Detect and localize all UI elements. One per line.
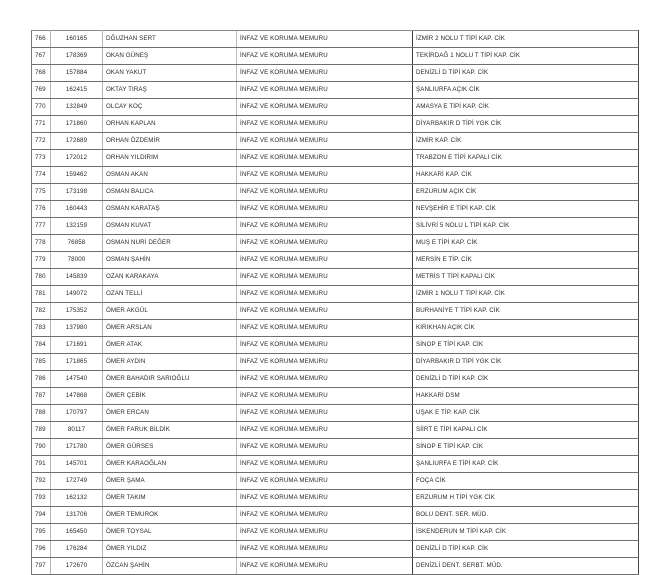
assigned-unit-cell: TEKİRDAĞ 1 NOLU T TİPİ KAP. CİK — [413, 48, 639, 65]
table-row — [32, 422, 639, 439]
job-title-cell: İNFAZ VE KORUMA MEMURU — [237, 99, 413, 116]
table-row — [32, 48, 639, 65]
row-number-cell: 792 — [32, 473, 51, 490]
row-number-cell: 787 — [32, 388, 51, 405]
full-name-cell: ÖMER FARUK BİLDİK — [103, 422, 237, 439]
table-row — [32, 252, 639, 269]
full-name-cell: OLCAY KOÇ — [103, 99, 237, 116]
row-number-cell: 781 — [32, 286, 51, 303]
registry-id-cell: 132159 — [51, 218, 103, 235]
assigned-unit-cell: METRİS T TİPİ KAPALI CİK — [413, 269, 639, 286]
table-row — [32, 371, 639, 388]
job-title-cell: İNFAZ VE KORUMA MEMURU — [237, 456, 413, 473]
assigned-unit-cell: FOÇA CİK — [413, 473, 639, 490]
full-name-cell: OZAN TELLİ — [103, 286, 237, 303]
table-row — [32, 320, 639, 337]
registry-id-cell: 171691 — [51, 337, 103, 354]
registry-id-cell: 131706 — [51, 507, 103, 524]
full-name-cell: ÖMER KARAOĞLAN — [103, 456, 237, 473]
assigned-unit-cell: İZMİR 1 NOLU T TİPİ KAP. CİK — [413, 286, 639, 303]
registry-id-cell: 159462 — [51, 167, 103, 184]
row-number-cell: 797 — [32, 558, 51, 575]
row-number-cell: 784 — [32, 337, 51, 354]
full-name-cell: ÖMER TOYSAL — [103, 524, 237, 541]
assigned-unit-cell: MUŞ E TİPİ KAP. CİK — [413, 235, 639, 252]
full-name-cell: ÖMER ERCAN — [103, 405, 237, 422]
full-name-cell: ÖMER BAHADIR SARIOĞLU — [103, 371, 237, 388]
job-title-cell: İNFAZ VE KORUMA MEMURU — [237, 507, 413, 524]
registry-id-cell: 172012 — [51, 150, 103, 167]
full-name-cell: ÖMER TEMUROK — [103, 507, 237, 524]
assigned-unit-cell: HAKKARİ KAP. CİK — [413, 167, 639, 184]
assigned-unit-cell: SİLİVRİ 5 NOLU L TİPİ KAP. CİK — [413, 218, 639, 235]
registry-id-cell: 171860 — [51, 116, 103, 133]
assigned-unit-cell: DENİZLİ D TİPİ KAP. CİK — [413, 371, 639, 388]
job-title-cell: İNFAZ VE KORUMA MEMURU — [237, 388, 413, 405]
job-title-cell: İNFAZ VE KORUMA MEMURU — [237, 439, 413, 456]
row-number-cell: 785 — [32, 354, 51, 371]
registry-id-cell: 175352 — [51, 303, 103, 320]
job-title-cell: İNFAZ VE KORUMA MEMURU — [237, 218, 413, 235]
row-number-cell: 789 — [32, 422, 51, 439]
row-number-cell: 782 — [32, 303, 51, 320]
job-title-cell: İNFAZ VE KORUMA MEMURU — [237, 473, 413, 490]
registry-id-cell: 78000 — [51, 252, 103, 269]
registry-id-cell: 178369 — [51, 48, 103, 65]
assigned-unit-cell: MERSİN E TİP. CİK — [413, 252, 639, 269]
job-title-cell: İNFAZ VE KORUMA MEMURU — [237, 269, 413, 286]
job-title-cell: İNFAZ VE KORUMA MEMURU — [237, 48, 413, 65]
registry-id-cell: 162415 — [51, 82, 103, 99]
registry-id-cell: 162132 — [51, 490, 103, 507]
table-row — [32, 456, 639, 473]
table-row — [32, 201, 639, 218]
assigned-unit-cell: DİYARBAKIR D TİPİ YGK CİK — [413, 116, 639, 133]
full-name-cell: ÖMER ŞAMA — [103, 473, 237, 490]
assigned-unit-cell: NEVŞEHİR E TİPİ KAP. CİK — [413, 201, 639, 218]
row-number-cell: 774 — [32, 167, 51, 184]
registry-id-cell: 160443 — [51, 201, 103, 218]
registry-id-cell: 149072 — [51, 286, 103, 303]
job-title-cell: İNFAZ VE KORUMA MEMURU — [237, 150, 413, 167]
table-row — [32, 337, 639, 354]
job-title-cell: İNFAZ VE KORUMA MEMURU — [237, 116, 413, 133]
job-title-cell: İNFAZ VE KORUMA MEMURU — [237, 405, 413, 422]
job-title-cell: İNFAZ VE KORUMA MEMURU — [237, 337, 413, 354]
job-title-cell: İNFAZ VE KORUMA MEMURU — [237, 354, 413, 371]
assigned-unit-cell: DİYARBAKIR D TİPİ YGK CİK — [413, 354, 639, 371]
full-name-cell: OSMAN KUVAT — [103, 218, 237, 235]
registry-id-cell: 171865 — [51, 354, 103, 371]
assigned-unit-cell: DENİZLİ D TİPİ KAP. CİK — [413, 65, 639, 82]
table-row — [32, 218, 639, 235]
table-row — [32, 235, 639, 252]
assigned-unit-cell: İZMİR 2 NOLU T TİPİ KAP. CİK — [413, 31, 639, 48]
full-name-cell: ÖMER TAKIM — [103, 490, 237, 507]
table-row — [32, 473, 639, 490]
job-title-cell: İNFAZ VE KORUMA MEMURU — [237, 490, 413, 507]
registry-id-cell: 171780 — [51, 439, 103, 456]
job-title-cell: İNFAZ VE KORUMA MEMURU — [237, 133, 413, 150]
table-row — [32, 405, 639, 422]
row-number-cell: 778 — [32, 235, 51, 252]
full-name-cell: ÖMER ÇEBİK — [103, 388, 237, 405]
assigned-unit-cell: UŞAK E TİP. KAP. CİK — [413, 405, 639, 422]
registry-id-cell: 172689 — [51, 133, 103, 150]
job-title-cell: İNFAZ VE KORUMA MEMURU — [237, 65, 413, 82]
full-name-cell: OZAN KARAKAYA — [103, 269, 237, 286]
assigned-unit-cell: AMASYA E TİPİ KAP. CİK — [413, 99, 639, 116]
table-row — [32, 439, 639, 456]
row-number-cell: 768 — [32, 65, 51, 82]
job-title-cell: İNFAZ VE KORUMA MEMURU — [237, 31, 413, 48]
full-name-cell: ÖMER GÜRSES — [103, 439, 237, 456]
full-name-cell: ÖMER AKGÜL — [103, 303, 237, 320]
assigned-unit-cell: ŞANLIURFA E TİPİ KAP. CİK — [413, 456, 639, 473]
job-title-cell: İNFAZ VE KORUMA MEMURU — [237, 167, 413, 184]
full-name-cell: OKAN YAKUT — [103, 65, 237, 82]
table-row — [32, 31, 639, 48]
assigned-unit-cell: SİİRT E TİPİ KAPALI CİK — [413, 422, 639, 439]
full-name-cell: OSMAN KARATAŞ — [103, 201, 237, 218]
row-number-cell: 775 — [32, 184, 51, 201]
job-title-cell: İNFAZ VE KORUMA MEMURU — [237, 201, 413, 218]
row-number-cell: 769 — [32, 82, 51, 99]
table-row — [32, 303, 639, 320]
row-number-cell: 772 — [32, 133, 51, 150]
table-row — [32, 269, 639, 286]
assigned-unit-cell: SİNOP E TİPİ KAP. CİK — [413, 439, 639, 456]
registry-id-cell: 165450 — [51, 524, 103, 541]
registry-id-cell: 147868 — [51, 388, 103, 405]
assigned-unit-cell: ŞANLIURFA AÇIK CİK — [413, 82, 639, 99]
registry-id-cell: 145701 — [51, 456, 103, 473]
assigned-unit-cell: ERZURUM AÇIK CİK — [413, 184, 639, 201]
job-title-cell: İNFAZ VE KORUMA MEMURU — [237, 371, 413, 388]
row-number-cell: 776 — [32, 201, 51, 218]
registry-id-cell: 173198 — [51, 184, 103, 201]
registry-id-cell: 160165 — [51, 31, 103, 48]
full-name-cell: ÖMER ARSLAN — [103, 320, 237, 337]
full-name-cell: OSMAN AKAN — [103, 167, 237, 184]
registry-id-cell: 170797 — [51, 405, 103, 422]
assigned-unit-cell: DENİZLİ D TİPİ KAP. CİK — [413, 541, 639, 558]
assigned-unit-cell: İSKENDERUN M TİPİ KAP. CİK — [413, 524, 639, 541]
full-name-cell: OSMAN BALICA — [103, 184, 237, 201]
full-name-cell: OKAN GÜNEŞ — [103, 48, 237, 65]
job-title-cell: İNFAZ VE KORUMA MEMURU — [237, 252, 413, 269]
assigned-unit-cell: BOLU DENT. SER. MÜD. — [413, 507, 639, 524]
assigned-unit-cell: HAKKARİ DSM — [413, 388, 639, 405]
table-row — [32, 82, 639, 99]
registry-id-cell: 76858 — [51, 235, 103, 252]
row-number-cell: 771 — [32, 116, 51, 133]
row-number-cell: 773 — [32, 150, 51, 167]
job-title-cell: İNFAZ VE KORUMA MEMURU — [237, 303, 413, 320]
registry-id-cell: 147540 — [51, 371, 103, 388]
full-name-cell: ORHAN KAPLAN — [103, 116, 237, 133]
job-title-cell: İNFAZ VE KORUMA MEMURU — [237, 422, 413, 439]
table-row — [32, 99, 639, 116]
row-number-cell: 786 — [32, 371, 51, 388]
assigned-unit-cell: İZMİR KAP. CİK — [413, 133, 639, 150]
registry-id-cell: 137980 — [51, 320, 103, 337]
full-name-cell: ORHAN ÖZDEMİR — [103, 133, 237, 150]
full-name-cell: OSMAN ŞAHİN — [103, 252, 237, 269]
job-title-cell: İNFAZ VE KORUMA MEMURU — [237, 524, 413, 541]
row-number-cell: 790 — [32, 439, 51, 456]
row-number-cell: 793 — [32, 490, 51, 507]
registry-id-cell: 172749 — [51, 473, 103, 490]
job-title-cell: İNFAZ VE KORUMA MEMURU — [237, 320, 413, 337]
table-row — [32, 524, 639, 541]
full-name-cell: ÖMER ATAK — [103, 337, 237, 354]
personnel-table-body — [32, 31, 639, 575]
table-row — [32, 507, 639, 524]
table-row — [32, 354, 639, 371]
assigned-unit-cell: TRABZON E TİPİ KAPALI CİK — [413, 150, 639, 167]
job-title-cell: İNFAZ VE KORUMA MEMURU — [237, 558, 413, 575]
registry-id-cell: 176284 — [51, 541, 103, 558]
full-name-cell: ORHAN YILDIRIM — [103, 150, 237, 167]
table-row — [32, 150, 639, 167]
full-name-cell: OKTAY TIRAŞ — [103, 82, 237, 99]
assigned-unit-cell: ERZURUM H TİPİ YGK CİK — [413, 490, 639, 507]
registry-id-cell: 80117 — [51, 422, 103, 439]
row-number-cell: 770 — [32, 99, 51, 116]
row-number-cell: 796 — [32, 541, 51, 558]
table-row — [32, 286, 639, 303]
full-name-cell: ÖZCAN ŞAHİN — [103, 558, 237, 575]
row-number-cell: 780 — [32, 269, 51, 286]
assigned-unit-cell: KIRIKHAN AÇIK CİK — [413, 320, 639, 337]
row-number-cell: 783 — [32, 320, 51, 337]
full-name-cell: DĞUZHAN SERT — [103, 31, 237, 48]
assigned-unit-cell: BURHANİYE T TİPİ KAP. CİK — [413, 303, 639, 320]
table-row — [32, 490, 639, 507]
personnel-table — [31, 30, 639, 575]
table-row — [32, 541, 639, 558]
table-row — [32, 116, 639, 133]
job-title-cell: İNFAZ VE KORUMA MEMURU — [237, 82, 413, 99]
registry-id-cell: 157884 — [51, 65, 103, 82]
full-name-cell: OSMAN NURİ DEĞER — [103, 235, 237, 252]
row-number-cell: 777 — [32, 218, 51, 235]
registry-id-cell: 132849 — [51, 99, 103, 116]
job-title-cell: İNFAZ VE KORUMA MEMURU — [237, 235, 413, 252]
row-number-cell: 779 — [32, 252, 51, 269]
assigned-unit-cell: SİNOP E TİPİ KAP. CİK — [413, 337, 639, 354]
table-row — [32, 558, 639, 575]
row-number-cell: 767 — [32, 48, 51, 65]
table-row — [32, 184, 639, 201]
full-name-cell: ÖMER YILDIZ — [103, 541, 237, 558]
registry-id-cell: 145839 — [51, 269, 103, 286]
row-number-cell: 766 — [32, 31, 51, 48]
job-title-cell: İNFAZ VE KORUMA MEMURU — [237, 286, 413, 303]
full-name-cell: ÖMER AYDIN — [103, 354, 237, 371]
table-row — [32, 133, 639, 150]
table-row — [32, 167, 639, 184]
job-title-cell: İNFAZ VE KORUMA MEMURU — [237, 184, 413, 201]
row-number-cell: 788 — [32, 405, 51, 422]
row-number-cell: 794 — [32, 507, 51, 524]
table-row — [32, 388, 639, 405]
row-number-cell: 795 — [32, 524, 51, 541]
assigned-unit-cell: DENİZLİ DENT. SERBT. MÜD. — [413, 558, 639, 575]
registry-id-cell: 172670 — [51, 558, 103, 575]
row-number-cell: 791 — [32, 456, 51, 473]
job-title-cell: İNFAZ VE KORUMA MEMURU — [237, 541, 413, 558]
table-row — [32, 65, 639, 82]
